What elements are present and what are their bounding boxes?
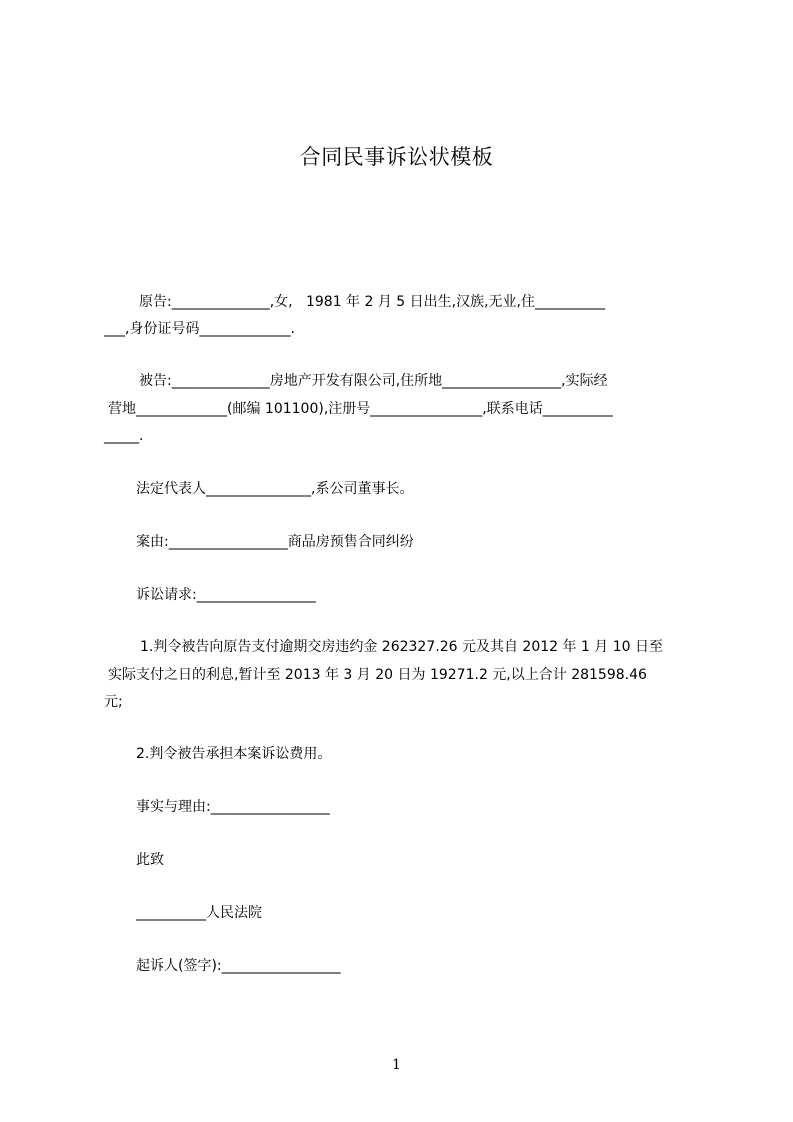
defendant-line-2: 营地_____________(邮编 101100),注册号________________,联系电话__________ [108,401,613,417]
plaintiff-line-2: ___,身份证号码_____________. [104,321,295,337]
defendant-line-3: _____. [104,428,144,444]
document-title: 合同民事诉讼状模板 [299,145,494,169]
plaintiff-signature: 起诉人(签字):_________________ [136,958,341,974]
claim-1-line-3: 元; [104,694,123,710]
case-cause: 案由:_________________商品房预售合同纠纷 [136,534,414,550]
salutation: 此致 [136,852,164,868]
claims-heading: 诉讼请求:_________________ [136,587,316,603]
court-name: __________人民法院 [136,905,262,921]
page-number: 1 [392,1057,401,1073]
facts-and-reasons: 事实与理由:_________________ [136,799,330,815]
legal-representative: 法定代表人_______________,系公司董事长。 [136,481,414,497]
defendant-line-1: 被告:______________房地产开发有限公司,住所地_________________,实际经 [139,373,608,389]
plaintiff-line-1: 原告:______________,女, 1981 年 2 月 5 日出生,汉族,无业,住__________ [139,294,606,310]
claim-1-line-2: 实际支付之日的利息,暂计至 2013 年 3 月 20 日为 19271.2 元,以上合计 281598.46 [108,667,647,683]
claim-1-line-1: 1.判令被告向原告支付逾期交房违约金 262327.26 元及其自 2012 年 1 月 10 日至 [140,639,664,655]
claim-2: 2.判令被告承担本案诉讼费用。 [136,746,332,762]
